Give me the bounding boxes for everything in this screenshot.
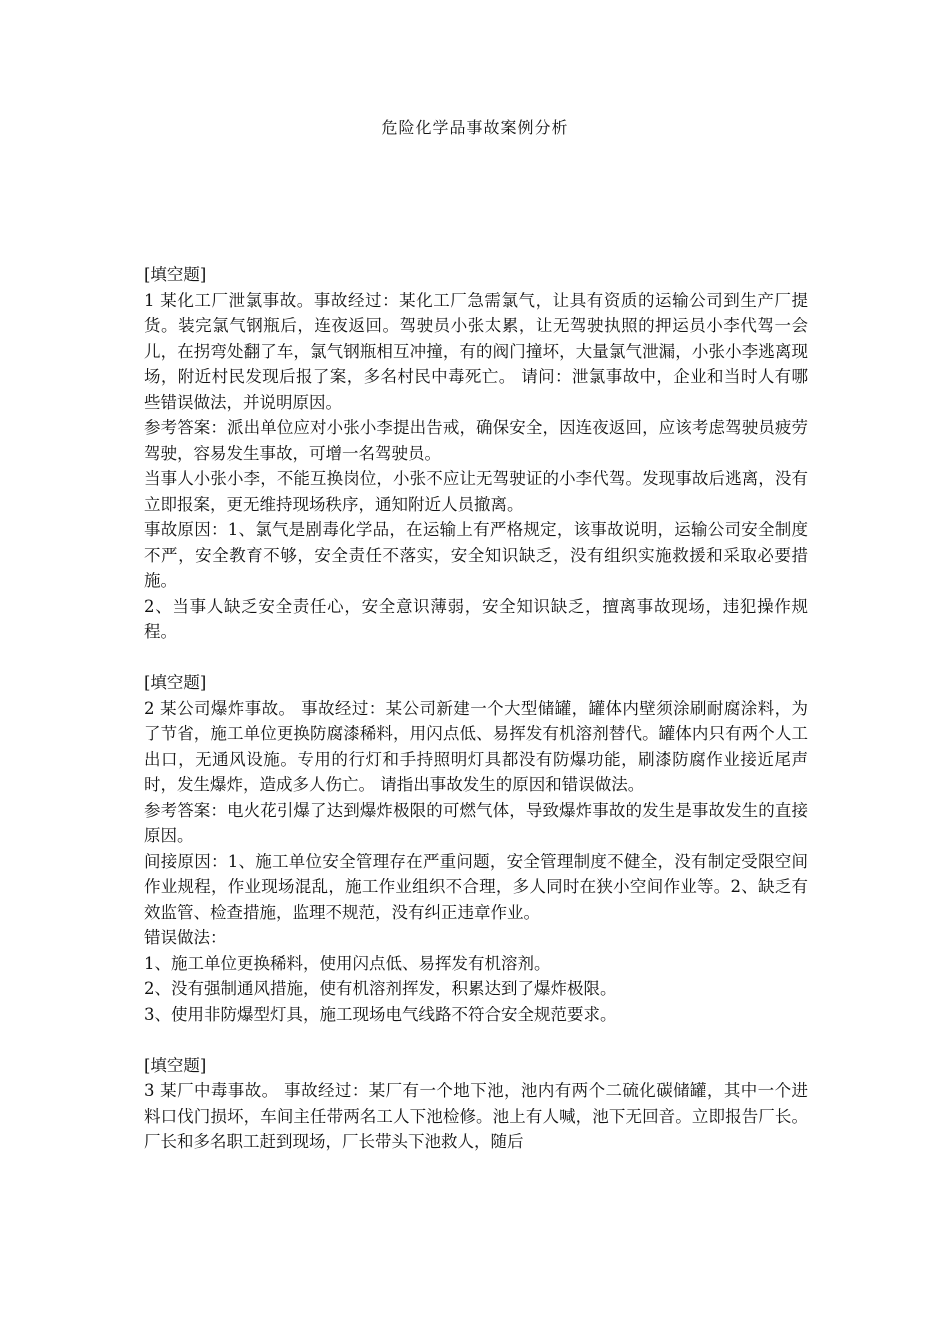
section-spacer bbox=[144, 645, 808, 671]
answer-paragraph: 间接原因：1、施工单位安全管理存在严重问题，安全管理制度不健全，没有制定受限空间作业规程，作业现场混乱，施工作业组织不合理，多人同时在狭小空间作业等。2、缺乏有效监管、检查措施，监理不规范，没有纠正违章作业。 bbox=[144, 851, 808, 922]
question-section-2 bbox=[144, 670, 808, 1027]
answer-list-item: 3、使用非防爆型灯具，施工现场电气线路不符合安全规范要求。 bbox=[144, 1004, 617, 1024]
answer-list-item: 1、施工单位更换稀料，使用闪点低、易挥发有机溶剂。 bbox=[144, 953, 551, 973]
answer-paragraph: 2、当事人缺乏安全责任心，安全意识薄弱，安全知识缺乏，擅离事故现场，违犯操作规程。 bbox=[144, 596, 808, 641]
question-type-tag: [填空题] bbox=[144, 673, 207, 692]
section-spacer bbox=[144, 1027, 808, 1053]
answer-paragraph: 事故原因：1、氯气是剧毒化学品，在运输上有严格规定，该事故说明，运输公司安全制度不严，安全教育不够，安全责任不落实，安全知识缺乏，没有组织实施救援和采取必要措施。 bbox=[144, 520, 808, 590]
question-section-3 bbox=[144, 1053, 808, 1155]
question-text: 2 某公司爆炸事故。 事故经过：某公司新建一个大型储罐，罐体内壁须涂刷耐腐涂料，为了节省，施工单位更换防腐漆稀料，用闪点低、易挥发有机溶剂替代。罐体内只有两个人工出口，无通风设施。专用的行灯和手持照明灯具都没有防爆功能，刷漆防腐作业接近尾声时，发生爆炸，造成多人伤亡。 请指出事故发生的原因和错误做法。 bbox=[144, 698, 808, 794]
answer-paragraph: 当事人小张小李，不能互换岗位，小张不应让无驾驶证的小李代驾。发现事故后逃离，没有立即报案，更无维持现场秩序，通知附近人员撤离。 bbox=[144, 469, 808, 514]
reference-answer: 参考答案：电火花引爆了达到爆炸极限的可燃气体，导致爆炸事故的发生是事故发生的直接原因。 bbox=[144, 800, 808, 845]
document-title: 危险化学品事故案例分析 bbox=[381, 118, 569, 137]
answer-paragraph: 错误做法： bbox=[144, 928, 227, 947]
document-body bbox=[144, 262, 808, 1155]
answer-list-item: 2、没有强制通风措施，使有机溶剂挥发，积累达到了爆炸极限。 bbox=[144, 979, 617, 998]
question-type-tag: [填空题] bbox=[144, 1055, 207, 1075]
question-text: 3 某厂中毒事故。 事故经过：某厂有一个地下池，池内有两个二硫化碳储罐，其中一个进料口伐门损坏，车间主任带两名工人下池检修。池上有人喊，池下无回音。立即报告厂长。厂长和多名职工赶到现场，厂长带头下池救人，随后 bbox=[144, 1081, 808, 1151]
question-text: 1 某化工厂泄氯事故。事故经过：某化工厂急需氯气，让具有资质的运输公司到生产厂提货。装完氯气钢瓶后，连夜返回。驾驶员小张太累，让无驾驶执照的押运员小李代驾一会儿，在拐弯处翻了车，氯气钢瓶相互冲撞，有的阀门撞坏，大量氯气泄漏，小张小李逃离现场，附近村民发现后报了案，多名村民中毒死亡。 请问：泄氯事故中，企业和当时人有哪些错误做法，并说明原因。 bbox=[144, 290, 808, 412]
reference-answer: 参考答案：派出单位应对小张小李提出告戒，确保安全，因连夜返回，应该考虑驾驶员疲劳驾驶，容易发生事故，可增一名驾驶员。 bbox=[144, 418, 808, 463]
question-section-1 bbox=[144, 262, 808, 645]
question-type-tag: [填空题] bbox=[144, 265, 207, 284]
